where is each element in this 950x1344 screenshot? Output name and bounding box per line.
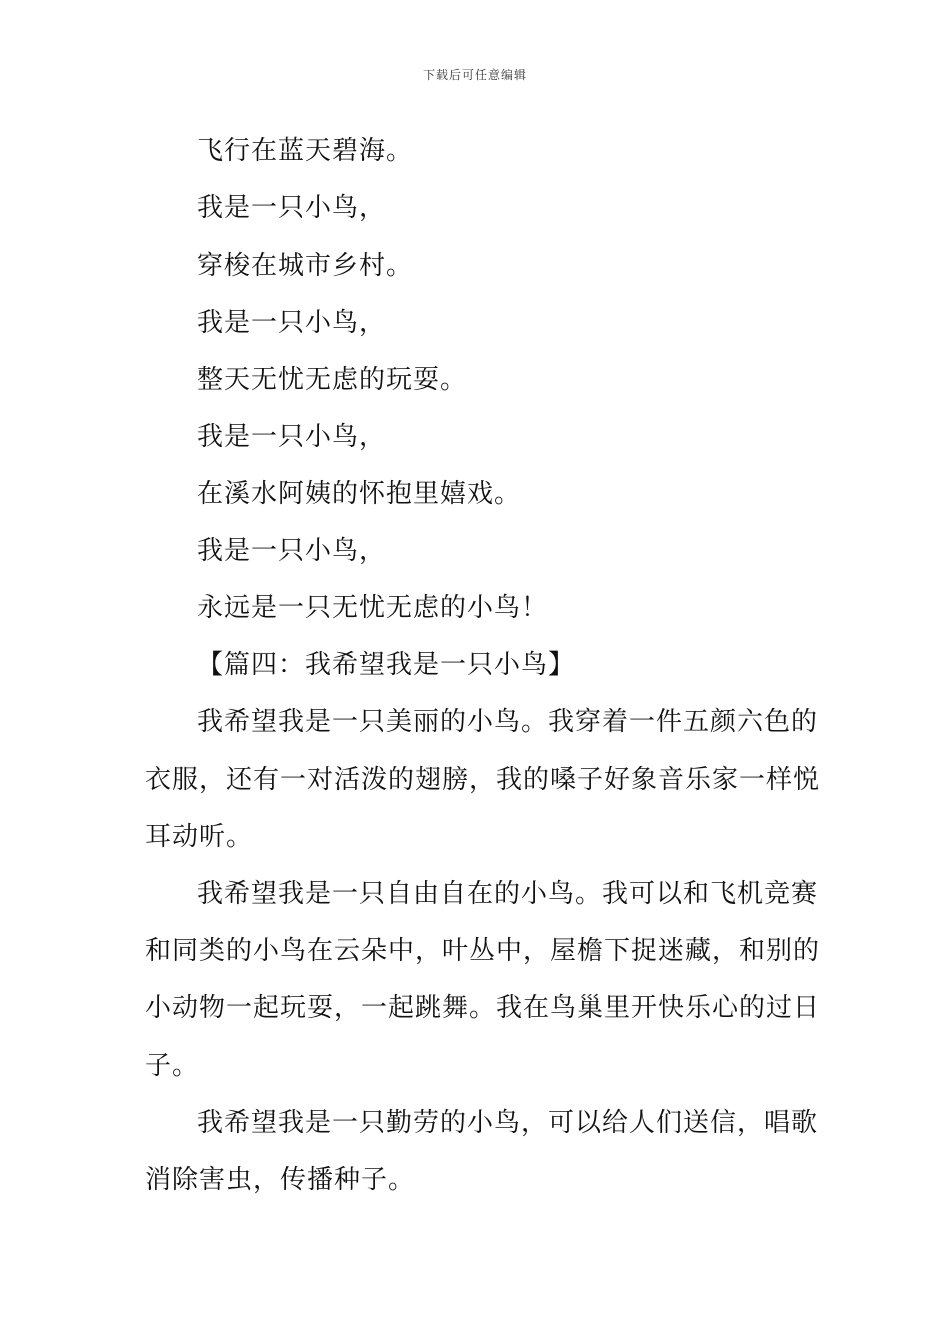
poem-line: 在溪水阿姨的怀抱里嬉戏。 bbox=[197, 479, 522, 509]
header-note: 下载后可任意编辑 bbox=[422, 68, 527, 82]
paragraph-line: 小动物一起玩耍，一起跳舞。我在鸟巢里开快乐心的过日 bbox=[145, 993, 821, 1023]
poem-line: 我是一只小鸟， bbox=[197, 536, 387, 566]
poem-line: 我是一只小鸟， bbox=[197, 422, 387, 452]
poem-line: 穿梭在城市乡村。 bbox=[197, 251, 414, 281]
poem-line: 飞行在蓝天碧海。 bbox=[197, 136, 414, 166]
paragraph-line: 和同类的小鸟在云朵中，叶丛中，屋檐下捉迷藏，和别的 bbox=[145, 936, 821, 966]
paragraph-line: 消除害虫，传播种子。 bbox=[145, 1165, 416, 1195]
paragraph-line: 我希望我是一只自由自在的小鸟。我可以和飞机竞赛 bbox=[197, 879, 819, 909]
poem-line: 整天无忧无虑的玩耍。 bbox=[197, 365, 468, 395]
poem-line: 永远是一只无忧无虑的小鸟！ bbox=[197, 593, 549, 623]
section-heading: 【篇四：我希望我是一只小鸟】 bbox=[197, 650, 576, 680]
poem-line: 我是一只小鸟， bbox=[197, 308, 387, 338]
paragraph-line: 我希望我是一只勤劳的小鸟，可以给人们送信，唱歌 bbox=[197, 1108, 819, 1138]
poem-line: 我是一只小鸟， bbox=[197, 193, 387, 223]
paragraph-line: 我希望我是一只美丽的小鸟。我穿着一件五颜六色的 bbox=[197, 707, 819, 737]
paragraph-line: 衣服，还有一对活泼的翅膀，我的嗓子好象音乐家一样悦 bbox=[145, 765, 821, 795]
paragraph-line: 子。 bbox=[145, 1051, 200, 1081]
paragraph-line: 耳动听。 bbox=[145, 822, 254, 852]
